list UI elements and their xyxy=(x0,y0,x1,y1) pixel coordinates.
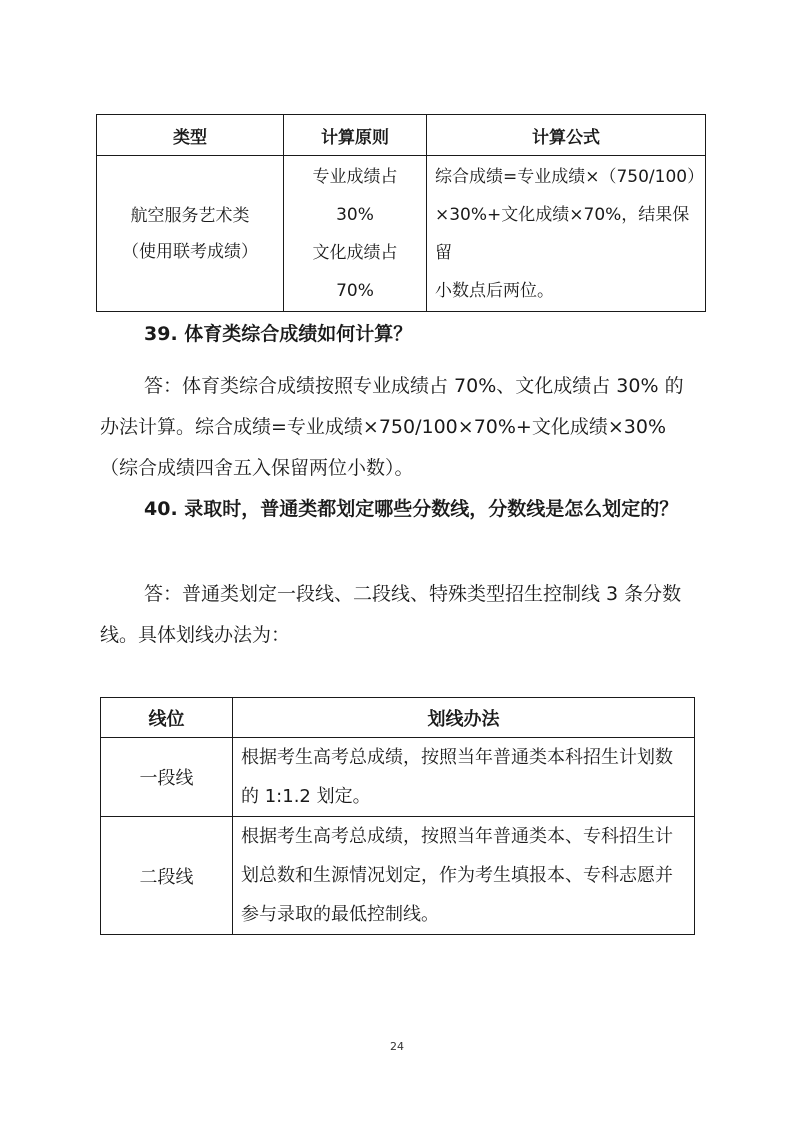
formula-line: ×30%+文化成绩×70%，结果保留 xyxy=(435,204,690,263)
method-cell: 根据考生高考总成绩，按照当年普通类本、专科招生计划总数和生源情况划定，作为考生填报本、专科志愿并参与录取的最低控制线。 xyxy=(233,817,695,935)
type-name: 航空服务艺术类 xyxy=(130,205,250,226)
formula-line: 综合成绩=专业成绩×（750/100） xyxy=(435,166,705,187)
principle-line: 70% xyxy=(336,280,374,301)
formula-line: 小数点后两位。 xyxy=(435,280,554,301)
method-cell: 根据考生高考总成绩，按照当年普通类本科招生计划数的 1:1.2 划定。 xyxy=(233,738,695,817)
principle-line: 文化成绩占 xyxy=(312,242,398,263)
position-cell: 二段线 xyxy=(101,817,233,935)
table-header-row xyxy=(97,115,706,156)
header-formula: 计算公式 xyxy=(427,115,706,156)
principle-cell xyxy=(284,156,427,312)
header-principle: 计算原则 xyxy=(284,115,427,156)
type-note: （使用联考成绩） xyxy=(122,241,258,262)
score-calculation-table xyxy=(96,114,706,312)
header-position: 线位 xyxy=(101,698,233,738)
header-method: 划线办法 xyxy=(233,698,695,738)
type-cell xyxy=(97,156,284,312)
principle-line: 30% xyxy=(336,204,374,225)
question-40: 40. 录取时，普通类都划定哪些分数线，分数线是怎么划定的？ xyxy=(144,498,679,520)
formula-cell xyxy=(427,156,706,312)
table-row xyxy=(101,817,695,935)
page-number: 24 xyxy=(390,1040,404,1053)
header-type: 类型 xyxy=(97,115,284,156)
answer-40: 答：普通类划定一段线、二段线、特殊类型招生控制线 3 条分数线。具体划线办法为： xyxy=(100,583,682,646)
principle-line: 专业成绩占 xyxy=(312,166,398,187)
answer-39: 答：体育类综合成绩按照专业成绩占 70%、文化成绩占 30% 的办法计算。综合成绩=专业成绩×750/100×70%+文化成绩×30%（综合成绩四舍五入保留两位小数）。 xyxy=(100,375,684,479)
table-header-row xyxy=(101,698,695,738)
table-row xyxy=(97,156,706,312)
position-cell: 一段线 xyxy=(101,738,233,817)
table-row xyxy=(101,738,695,817)
cutoff-line-table xyxy=(100,697,695,935)
question-39: 39. 体育类综合成绩如何计算？ xyxy=(144,323,413,345)
